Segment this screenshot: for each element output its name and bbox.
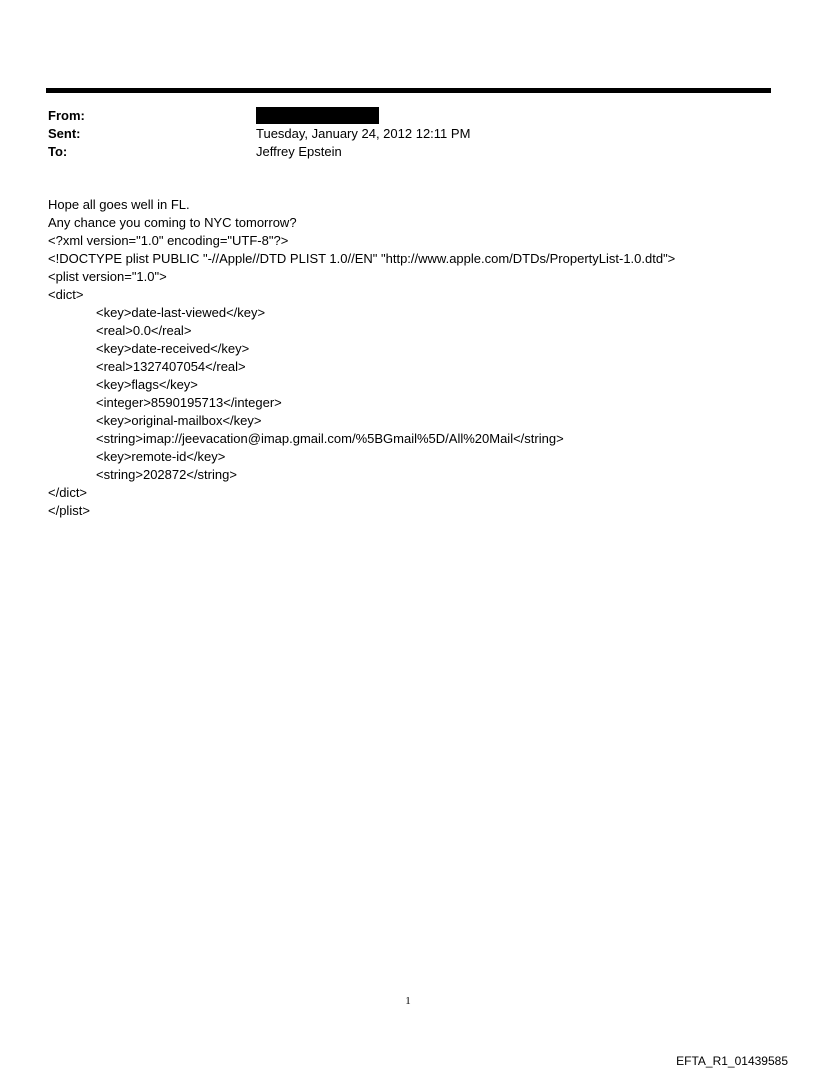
body-line: <key>date-last-viewed</key> <box>96 305 266 320</box>
to-value: Jeffrey Epstein <box>256 144 342 159</box>
body-line: Any chance you coming to NYC tomorrow? <box>48 215 297 230</box>
page-number: 1 <box>405 995 411 1007</box>
email-body <box>48 196 788 520</box>
body-line: <plist version="1.0"> <box>48 269 167 284</box>
from-row <box>48 107 748 125</box>
body-line: <!DOCTYPE plist PUBLIC "-//Apple//DTD PLIST 1.0//EN" "http://www.apple.com/DTDs/PropertyList-1.0.dtd"> <box>48 251 676 266</box>
body-line: <key>original-mailbox</key> <box>96 413 262 428</box>
body-line: </plist> <box>48 503 90 518</box>
body-line: <integer>8590195713</integer> <box>96 395 282 410</box>
body-line: </dict> <box>48 485 88 500</box>
header-divider <box>46 88 771 93</box>
document-id: EFTA_R1_01439585 <box>676 1054 788 1068</box>
body-line: <real>0.0</real> <box>96 323 192 338</box>
to-label: To: <box>48 144 68 159</box>
sent-value: Tuesday, January 24, 2012 12:11 PM <box>256 126 471 141</box>
body-line: <key>flags</key> <box>96 377 198 392</box>
from-label: From: <box>48 108 85 123</box>
to-row <box>48 143 748 161</box>
body-line: <key>remote-id</key> <box>96 449 226 464</box>
body-line: <?xml version="1.0" encoding="UTF-8"?> <box>48 233 289 248</box>
body-line: <string>imap://jeevacation@imap.gmail.com/%5BGmail%5D/All%20Mail</string> <box>96 431 564 446</box>
body-line: <real>1327407054</real> <box>96 359 246 374</box>
body-line: <key>date-received</key> <box>96 341 250 356</box>
body-line: Hope all goes well in FL. <box>48 197 190 212</box>
sent-row <box>48 125 748 143</box>
redacted-sender <box>256 107 379 124</box>
email-header <box>48 107 748 161</box>
body-line: <string>202872</string> <box>96 467 237 482</box>
body-line: <dict> <box>48 287 84 302</box>
sent-label: Sent: <box>48 126 81 141</box>
